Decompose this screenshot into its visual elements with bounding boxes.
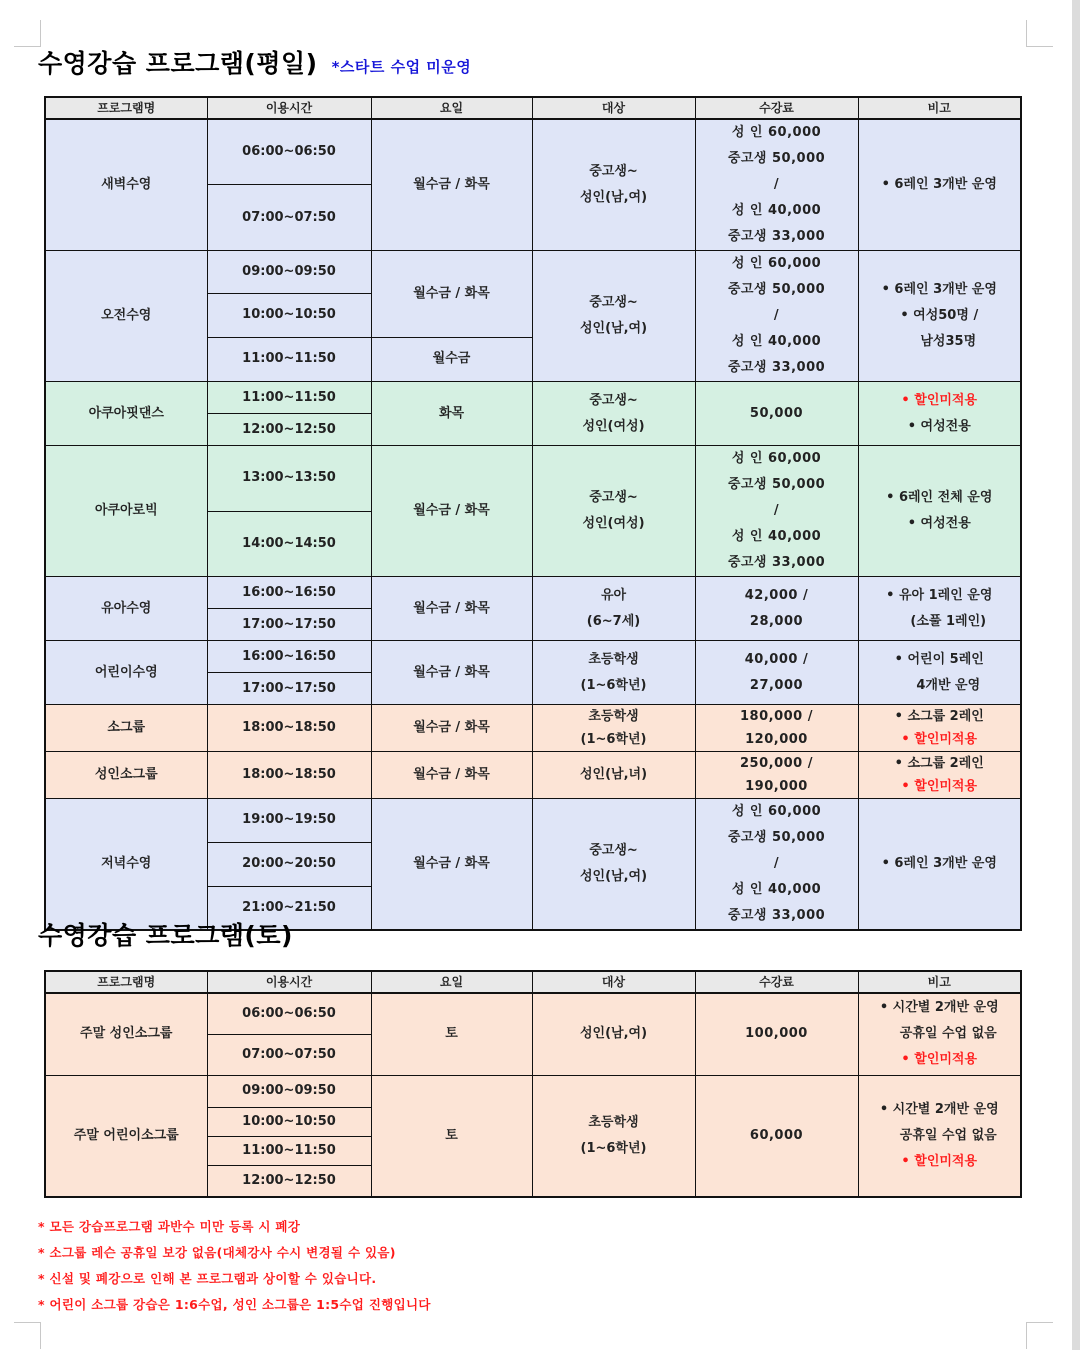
table-row xyxy=(45,119,1021,185)
program-target: 성인(남,여) xyxy=(532,993,695,1075)
remark-line: • 어린이 5레인 xyxy=(894,651,984,667)
remark-line: • 6레인 3개반 운영 xyxy=(881,856,997,871)
program-remarks xyxy=(858,446,1021,577)
cell-line: 180,000 / xyxy=(740,709,813,724)
program-name: 주말 성인소그룹 xyxy=(45,993,207,1075)
cell-line: 초등학생 xyxy=(588,1114,639,1130)
weekday-start-note: *스타트 수업 미운영 xyxy=(331,58,472,76)
program-days: 월수금 / 화목 xyxy=(371,752,532,799)
cell-line: 중고생 33,000 xyxy=(727,555,826,570)
program-name: 어린이수영 xyxy=(45,641,207,705)
remark-line: • 유아 1레인 운영 xyxy=(886,587,993,603)
program-fee xyxy=(695,799,858,931)
remark-line: 공휴일 수업 없음 xyxy=(899,1127,997,1143)
time-slot: 09:00~09:50 xyxy=(207,251,371,294)
remark-line: • 할인미적용 xyxy=(901,732,978,747)
remark-line: • 할인미적용 xyxy=(901,779,978,794)
time-slot: 12:00~12:50 xyxy=(207,414,371,446)
time-slot: 11:00~11:50 xyxy=(207,1136,371,1165)
program-name: 오전수영 xyxy=(45,251,207,382)
footnotes xyxy=(38,1214,431,1318)
cell-line: / xyxy=(773,177,780,192)
program-target xyxy=(532,799,695,931)
cell-line: / xyxy=(773,503,780,518)
cell-line: 250,000 / xyxy=(740,756,813,771)
remark-line: • 할인미적용 xyxy=(901,392,978,408)
program-name: 아쿠아핏댄스 xyxy=(45,382,207,446)
remark-line: • 할인미적용 xyxy=(901,1153,978,1169)
cell-line: 중고생 50,000 xyxy=(727,830,826,845)
cell-line: 40,000 / xyxy=(744,651,809,667)
cell-line: 중고생~ xyxy=(589,164,638,179)
cell-line: 27,000 xyxy=(749,677,804,693)
cell-line: 초등학생 xyxy=(588,651,639,667)
weekday-header-row xyxy=(45,97,1021,119)
program-name: 성인소그룹 xyxy=(45,752,207,799)
table-row xyxy=(45,577,1021,609)
time-slot: 09:00~09:50 xyxy=(207,1075,371,1107)
program-fee xyxy=(695,641,858,705)
program-remarks xyxy=(858,382,1021,446)
program-name: 주말 어린이소그룹 xyxy=(45,1075,207,1197)
program-name: 아쿠아로빅 xyxy=(45,446,207,577)
cell-line: 60,000 xyxy=(749,1127,804,1143)
program-remarks xyxy=(858,119,1021,251)
footnote: * 신설 및 폐강으로 인해 본 프로그램과 상이할 수 있습니다. xyxy=(38,1271,377,1286)
weekday-title-text: 수영강습 프로그램(평일) xyxy=(38,49,318,78)
cell-line: 성인(남,여) xyxy=(579,190,648,205)
cell-line: 성 인 60,000 xyxy=(731,256,822,271)
table-row xyxy=(45,641,1021,673)
footnote: * 소그룹 레슨 공휴일 보강 없음(대체강사 수시 변경될 수 있음) xyxy=(38,1245,396,1260)
cell-line: 성 인 60,000 xyxy=(731,125,822,140)
program-days: 화목 xyxy=(371,382,532,446)
remark-line: • 시간별 2개반 운영 xyxy=(879,1101,999,1117)
cell-line: 100,000 xyxy=(745,1026,808,1042)
program-days: 월수금 / 화목 xyxy=(371,705,532,752)
program-fee xyxy=(695,752,858,799)
cell-line: 중고생 33,000 xyxy=(727,229,826,244)
header-fee: 수강료 xyxy=(695,971,858,993)
program-remarks xyxy=(858,1075,1021,1197)
program-fee xyxy=(695,577,858,641)
table-row xyxy=(45,993,1021,1034)
cell-line: 성 인 40,000 xyxy=(731,529,822,544)
header-days: 요일 xyxy=(371,971,532,993)
remark-line: • 소그룹 2레인 xyxy=(894,709,984,724)
remark-line: • 여성50명 / xyxy=(900,308,979,323)
program-fee xyxy=(695,446,858,577)
time-slot: 19:00~19:50 xyxy=(207,799,371,843)
header-program: 프로그램명 xyxy=(45,971,207,993)
time-slot: 18:00~18:50 xyxy=(207,752,371,799)
cell-line: 성인(여성) xyxy=(582,418,645,434)
cell-line: (1~6학년) xyxy=(580,1140,647,1156)
remark-line: • 6레인 3개반 운영 xyxy=(881,282,997,297)
program-name: 소그룹 xyxy=(45,705,207,752)
time-slot: 14:00~14:50 xyxy=(207,511,371,577)
program-fee xyxy=(695,993,858,1075)
program-remarks xyxy=(858,641,1021,705)
header-time: 이용시간 xyxy=(207,97,371,119)
table-row xyxy=(45,752,1021,799)
page-edge-shadow xyxy=(1072,0,1080,1350)
program-days: 월수금 / 화목 xyxy=(371,799,532,931)
program-target xyxy=(532,641,695,705)
table-row xyxy=(45,251,1021,294)
program-days: 월수금 / 화목 xyxy=(371,119,532,251)
cell-line: 120,000 xyxy=(745,732,808,747)
program-days: 토 xyxy=(371,993,532,1075)
cell-line: 50,000 xyxy=(749,405,804,421)
cell-line: 중고생 33,000 xyxy=(727,360,826,375)
program-fee xyxy=(695,382,858,446)
program-remarks xyxy=(858,993,1021,1075)
cell-line: 중고생~ xyxy=(589,843,638,858)
time-slot: 16:00~16:50 xyxy=(207,641,371,673)
program-remarks xyxy=(858,251,1021,382)
remark-line: • 여성전용 xyxy=(907,516,971,531)
weekday-schedule-table xyxy=(44,96,1022,931)
program-target xyxy=(532,705,695,752)
cell-line: 성 인 60,000 xyxy=(731,451,822,466)
saturday-header-row xyxy=(45,971,1021,993)
table-row xyxy=(45,446,1021,512)
table-row xyxy=(45,705,1021,752)
cell-line: 중고생~ xyxy=(589,392,638,408)
time-slot: 18:00~18:50 xyxy=(207,705,371,752)
program-name: 저녁수영 xyxy=(45,799,207,931)
cell-line: 28,000 xyxy=(749,613,804,629)
cell-line: 유아 xyxy=(600,587,627,603)
cell-line: 성 인 40,000 xyxy=(731,203,822,218)
cell-line: (1~6학년) xyxy=(580,732,647,747)
time-slot: 16:00~16:50 xyxy=(207,577,371,609)
header-remarks: 비고 xyxy=(858,97,1021,119)
header-program: 프로그램명 xyxy=(45,97,207,119)
remark-line: 남성35명 xyxy=(920,334,977,349)
program-target xyxy=(532,446,695,577)
program-target: 성인(남,녀) xyxy=(532,752,695,799)
program-remarks xyxy=(858,705,1021,752)
time-slot: 11:00~11:50 xyxy=(207,382,371,414)
program-days: 월수금 xyxy=(371,337,532,381)
cell-line: (6~7세) xyxy=(586,613,641,629)
program-days: 월수금 / 화목 xyxy=(371,251,532,338)
header-time: 이용시간 xyxy=(207,971,371,993)
cell-line: 중고생 50,000 xyxy=(727,282,826,297)
table-row xyxy=(45,382,1021,414)
cell-line: 중고생~ xyxy=(589,295,638,310)
program-fee xyxy=(695,119,858,251)
program-days: 월수금 / 화목 xyxy=(371,577,532,641)
footnote: * 모든 강습프로그램 과반수 미만 등록 시 폐강 xyxy=(38,1219,301,1234)
saturday-title xyxy=(38,916,293,952)
program-days: 토 xyxy=(371,1075,532,1197)
remark-line: 공휴일 수업 없음 xyxy=(899,1026,997,1042)
header-remarks: 비고 xyxy=(858,971,1021,993)
time-slot: 20:00~20:50 xyxy=(207,842,371,886)
cell-line: 성인(남,여) xyxy=(579,321,648,336)
crop-mark-bottom-right xyxy=(1026,1322,1053,1349)
header-target: 대상 xyxy=(532,97,695,119)
cell-line: 성 인 60,000 xyxy=(731,804,822,819)
time-slot: 11:00~11:50 xyxy=(207,337,371,381)
table-row xyxy=(45,1075,1021,1107)
time-slot: 10:00~10:50 xyxy=(207,1107,371,1136)
time-slot: 21:00~21:50 xyxy=(207,886,371,930)
cell-line: 중고생 50,000 xyxy=(727,477,826,492)
weekday-title xyxy=(38,44,471,80)
remark-line: • 시간별 2개반 운영 xyxy=(879,1000,999,1016)
cell-line: 중고생~ xyxy=(589,490,638,505)
program-name: 유아수영 xyxy=(45,577,207,641)
cell-line: / xyxy=(773,308,780,323)
crop-mark-bottom-left xyxy=(14,1322,41,1349)
cell-line: 성 인 40,000 xyxy=(731,334,822,349)
crop-mark-top-right xyxy=(1026,20,1053,47)
program-fee xyxy=(695,705,858,752)
time-slot: 07:00~07:50 xyxy=(207,1034,371,1075)
saturday-title-text: 수영강습 프로그램(토) xyxy=(38,921,293,950)
program-target xyxy=(532,119,695,251)
header-days: 요일 xyxy=(371,97,532,119)
program-fee xyxy=(695,1075,858,1197)
remark-line: • 여성전용 xyxy=(907,418,971,434)
cell-line: 42,000 / xyxy=(744,587,809,603)
cell-line: 초등학생 xyxy=(588,709,639,724)
cell-line: 성인(남,여) xyxy=(579,869,648,884)
remark-line: (소풀 1레인) xyxy=(910,613,987,629)
program-days: 월수금 / 화목 xyxy=(371,446,532,577)
time-slot: 06:00~06:50 xyxy=(207,119,371,185)
time-slot: 10:00~10:50 xyxy=(207,294,371,337)
crop-mark-top-left xyxy=(14,20,41,47)
program-name: 새벽수영 xyxy=(45,119,207,251)
header-target: 대상 xyxy=(532,971,695,993)
cell-line: 성인(여성) xyxy=(582,516,645,531)
remark-line: 4개반 운영 xyxy=(916,677,981,693)
cell-line: (1~6학년) xyxy=(580,677,647,693)
time-slot: 17:00~17:50 xyxy=(207,673,371,705)
program-target xyxy=(532,251,695,382)
cell-line: 중고생 33,000 xyxy=(727,908,826,923)
remark-line: • 6레인 3개반 운영 xyxy=(881,177,997,192)
program-target xyxy=(532,382,695,446)
cell-line: 190,000 xyxy=(745,779,808,794)
cell-line: 중고생 50,000 xyxy=(727,151,826,166)
saturday-schedule-table xyxy=(44,970,1022,1198)
time-slot: 06:00~06:50 xyxy=(207,993,371,1034)
remark-line: • 소그룹 2레인 xyxy=(894,756,984,771)
program-target xyxy=(532,577,695,641)
program-remarks xyxy=(858,752,1021,799)
time-slot: 17:00~17:50 xyxy=(207,609,371,641)
header-fee: 수강료 xyxy=(695,97,858,119)
program-remarks xyxy=(858,577,1021,641)
remark-line: • 6레인 전체 운영 xyxy=(886,490,993,505)
footnote: * 어린이 소그룹 강습은 1:6수업, 성인 소그룹은 1:5수업 진행입니다 xyxy=(38,1297,431,1312)
cell-line: 성 인 40,000 xyxy=(731,882,822,897)
remark-line: • 할인미적용 xyxy=(901,1052,978,1068)
time-slot: 07:00~07:50 xyxy=(207,185,371,251)
program-fee xyxy=(695,251,858,382)
program-days: 월수금 / 화목 xyxy=(371,641,532,705)
time-slot: 13:00~13:50 xyxy=(207,446,371,512)
program-target xyxy=(532,1075,695,1197)
time-slot: 12:00~12:50 xyxy=(207,1165,371,1197)
table-row xyxy=(45,799,1021,843)
cell-line: / xyxy=(773,856,780,871)
program-remarks xyxy=(858,799,1021,931)
